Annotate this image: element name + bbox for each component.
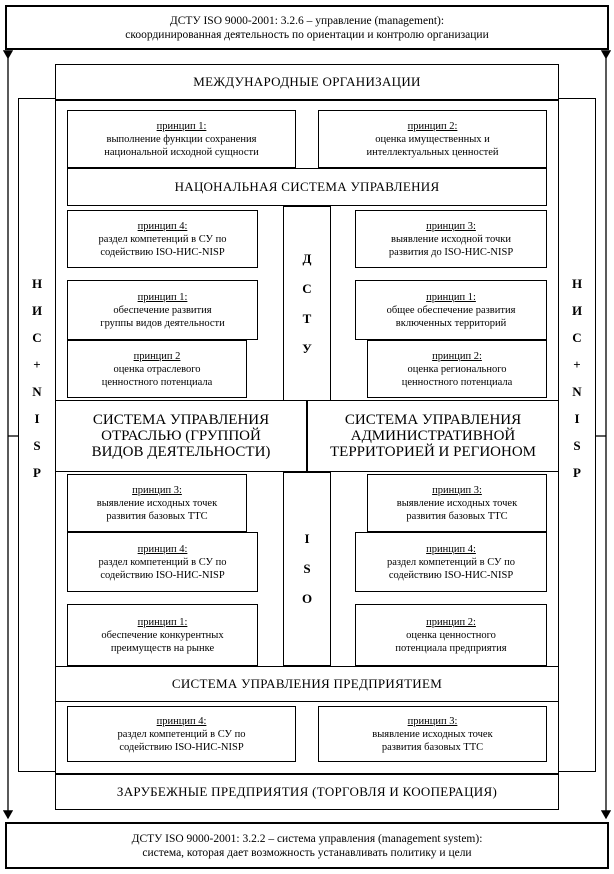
principle-box-national-4: принцип 4: раздел компетенций в СУ по содействию ISO-НИС-NISP: [67, 210, 258, 268]
principle-box-enterprise-1: принцип 1: обеспечение конкурентных преимуществ на рынке: [67, 604, 258, 666]
principle-box-territory-4: принцип 4: раздел компетенций в СУ по содействию ISO-НИС-NISP: [355, 532, 547, 592]
principle-box-intl-2: принцип 2: оценка имущественных и интеллектуальных ценностей: [318, 110, 547, 168]
principle-box-national-3: принцип 3: выявление исходной точки развития до ISO-НИС-NISP: [355, 210, 547, 268]
bottom-definition-line2: система, которая дает возможность устанавливать политику и цели: [142, 846, 472, 859]
principle-box-industry-3: принцип 3: выявление исходных точек развития базовых ТТС: [67, 474, 247, 532]
iso-label: I S O: [301, 531, 313, 606]
top-definition-line1: ДСТУ ISO 9000-2001: 3.2.6 – управление (management):: [169, 14, 445, 27]
principle-box-industry-2: принцип 2 оценка отраслевого ценностного потенциала: [67, 340, 247, 398]
intl-organizations-bar: МЕЖДУНАРОДНЫЕ ОРГАНИЗАЦИИ: [55, 64, 559, 100]
principle-box-intl-1: принцип 1: выполнение функции сохранения национальной исходной сущности: [67, 110, 296, 168]
industry-system-box: СИСТЕМА УПРАВЛЕНИЯ ОТРАСЛЬЮ (ГРУППОЙ ВИДОВ ДЕЯТЕЛЬНОСТИ): [55, 400, 307, 472]
top-definition-box: [5, 5, 609, 50]
principle-box-territory-3: принцип 3: выявление исходных точек развития базовых ТТС: [367, 474, 547, 532]
principle-box-territory-1: принцип 1: общее обеспечение развития включенных территорий: [355, 280, 547, 340]
left-side-label: Н И С + N I S P: [31, 276, 43, 480]
territory-system-box: СИСТЕМА УПРАВЛЕНИЯ АДМИНИСТРАТИВНОЙ ТЕРРИТОРИЕЙ И РЕГИОНОМ: [307, 400, 559, 472]
foreign-enterprises-bar: ЗАРУБЕЖНЫЕ ПРЕДПРИЯТИЯ (ТОРГОВЛЯ И КООПЕРАЦИЯ): [55, 774, 559, 810]
right-side-label: Н И С + N I S P: [571, 276, 583, 480]
principle-box-enterprise-3: принцип 3: выявление исходных точек развития базовых ТТС: [318, 706, 547, 762]
principle-box-enterprise-2: принцип 2: оценка ценностного потенциала предприятия: [355, 604, 547, 666]
bottom-definition-box: [5, 822, 609, 869]
principle-box-industry-4: принцип 4: раздел компетенций в СУ по содействию ISO-НИС-NISP: [67, 532, 258, 592]
principle-box-enterprise-4: принцип 4: раздел компетенций в СУ по содействию ISO-НИС-NISP: [67, 706, 296, 762]
top-definition-line2: скоординированная деятельность по ориентации и контролю организации: [125, 28, 489, 41]
dstu-label: Д С Т У: [302, 251, 312, 356]
national-system-bar: НАЦОНАЛЬНАЯ СИСТЕМА УПРАВЛЕНИЯ: [67, 168, 547, 206]
principle-box-territory-2: принцип 2: оценка регионального ценностного потенциала: [367, 340, 547, 398]
principle-box-industry-1: принцип 1: обеспечение развития группы видов деятельности: [67, 280, 258, 340]
enterprise-system-bar: СИСТЕМА УПРАВЛЕНИЯ ПРЕДПРИЯТИЕМ: [55, 666, 559, 702]
bottom-definition-line1: ДСТУ ISO 9000-2001: 3.2.2 – система управления (management system):: [131, 832, 483, 845]
